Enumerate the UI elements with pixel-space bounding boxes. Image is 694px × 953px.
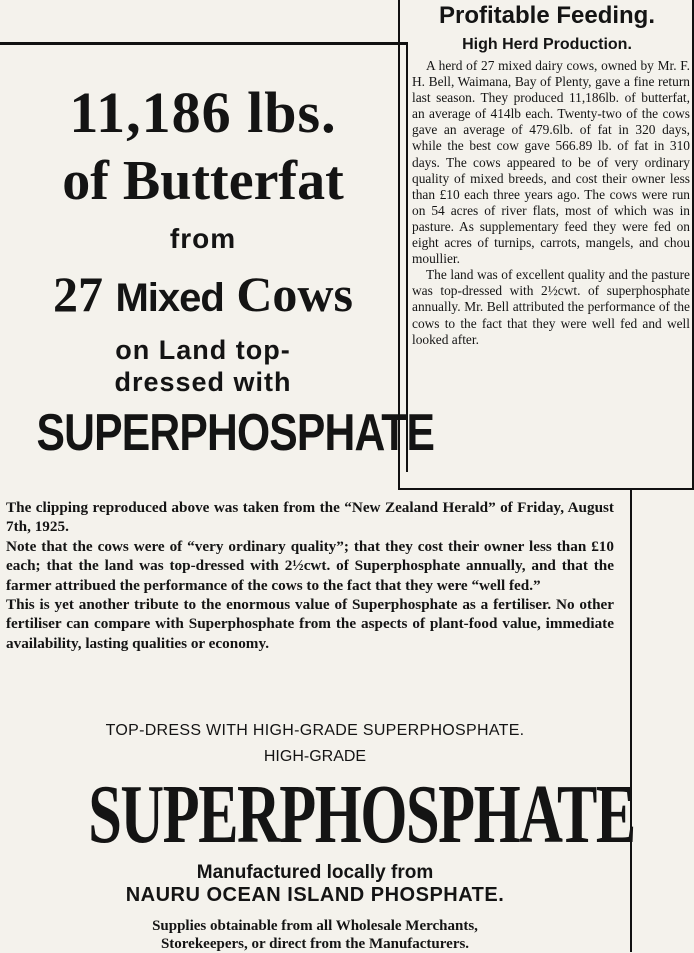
clipping-title: Profitable Feeding. <box>438 2 656 29</box>
clipping-paragraph: A herd of 27 mixed dairy cows, owned by Mr. F. H. Bell, Waimana, Bay of Plenty, gave a fine return last season. They produced 11,186lb. of butterfat, an average of 414lb each. Twenty-two of the cows gave an average of 479.6lb. of fat in 320 days, while the best cow gave 566.89 lb. of fat in 310 days. The cows appeared to be of very ordinary quality of mixed breeds, and cost their owner less than £10 each three years ago. The cows were run on 54 acres of river flats, most of which was in pasture. As supplementary feed they were fed on eight acres of turnips, carrots, mangels, and chou moullier. <box>412 58 690 267</box>
manufactured-line: Manufactured locally from <box>196 862 434 883</box>
headline-cows: Cows <box>236 266 354 322</box>
storekeepers-line: Storekeepers, or direct from the Manufacturers. <box>160 936 470 952</box>
headline-amount: 11,186 lbs. <box>69 80 337 145</box>
advertisement-copy-box <box>0 490 635 952</box>
top-dress-slogan: TOP-DRESS WITH HIGH-GRADE SUPERPHOSPHATE. <box>105 722 525 739</box>
superphosphate-banner: SUPERPHOSPHATE <box>88 768 635 861</box>
copy-paragraph: This is yet another tribute to the enormous value of Superphosphate as a fertiliser. No other fertiliser can compare with Superphosphate from the aspects of plant-food value, immediate availability, lasting qualities or economy. <box>6 596 614 652</box>
supplies-line: Supplies obtainable from all Wholesale Merchants, <box>152 918 478 934</box>
clipping-body <box>412 58 690 348</box>
headline-butterfat: of Butterfat <box>62 150 344 212</box>
headline-dressed-line: dressed with <box>114 367 292 397</box>
headline-cow-count: 27 <box>52 266 103 322</box>
copy-paragraph: The clipping reproduced above was taken from the “New Zealand Herald” of Friday, August 7th, 1925. <box>6 499 614 536</box>
clipping-paragraph: The land was of excellent quality and the pasture was top-dressed with 2½cwt. of superphosphate annually. Mr. Bell attributed the performance of the cows to the fact that they were well fed and well looked after. <box>412 267 690 347</box>
headline-box <box>0 42 435 472</box>
nauru-line: NAURU OCEAN ISLAND PHOSPHATE. <box>125 884 505 906</box>
headline-superphosphate: SUPERPHOSPHATE <box>36 404 435 462</box>
headline-cows-line <box>0 265 406 323</box>
headline-mixed: Mixed <box>115 276 224 320</box>
high-grade-label: HIGH-GRADE <box>263 748 367 765</box>
news-clipping <box>398 0 694 490</box>
headline-from: from <box>169 223 237 254</box>
advertisement-copy <box>6 498 614 653</box>
headline-land-line: on Land top- <box>115 335 291 365</box>
copy-paragraph: Note that the cows were of “very ordinary quality”; that they cost their owner less than £10 each; that the land was top-dressed with 2½cwt. of Superphosphate annually, and that the farmer attribued the performance of the cows to the fact that they were “well fed.” <box>6 537 614 594</box>
clipping-subtitle: High Herd Production. <box>462 36 632 53</box>
